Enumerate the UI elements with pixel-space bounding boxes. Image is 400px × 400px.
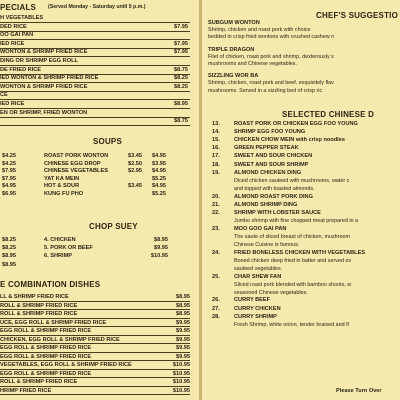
soup-bowl-price: $4.95 (152, 153, 166, 159)
dish-number: 20. (212, 193, 220, 200)
leader-line (0, 301, 190, 302)
special-item: DED RICE (0, 23, 27, 30)
leader-line (0, 335, 190, 336)
dish-number: 22. (212, 209, 220, 216)
dish-description: Fresh Shrimp, white onion, tender braised and fl (234, 321, 349, 328)
dish-number: 14. (212, 129, 220, 136)
dish-number: 23. (212, 225, 220, 232)
dish-number: 18. (212, 161, 220, 168)
special-item: DE FRIED RICE (0, 66, 42, 73)
combo-price: $8.95 (176, 311, 190, 317)
combo-item: EGG ROLL & SHRIMP FRIED RICE (0, 353, 92, 360)
chop-suey-title: CHOP SUEY (89, 222, 138, 231)
left-panel (0, 0, 196, 400)
soup-name: CHINESE VEGETABLES (44, 168, 108, 175)
combo-item: ROLL & SHRIMP FRIED RICE (0, 379, 78, 385)
left-price: $4.25 (2, 160, 16, 167)
dish-description: Sliced roast pork blended with bamboo shoots, w (234, 281, 352, 288)
special-price: $7.95 (174, 23, 188, 30)
chop-suey-price: $9.95 (154, 245, 168, 252)
chef-dish-description: Shrimp, chicken and roast pork with choice (208, 27, 311, 34)
soup-bowl-price: $5.25 (152, 175, 166, 182)
soup-name: HOT & SOUR (44, 183, 80, 190)
dish-description: Diced chicken sauteed with mushrooms, water c (234, 177, 350, 184)
special-price: $8.75 (174, 118, 188, 125)
soup-name: KUNG FU PHO (44, 191, 84, 197)
left-price: $8.95 (2, 253, 16, 260)
combo-price: $9.95 (176, 353, 190, 360)
leader-line (0, 394, 190, 395)
combo-price: $9.95 (176, 336, 190, 343)
specials-note: (Served Monday - Saturday until 5 p.m.) (48, 4, 146, 10)
chef-dish-description: mushrooms. Served in a sizzling bed of crisp ric (208, 87, 323, 94)
dish-number: 19. (212, 169, 220, 176)
dish-name: GREEN PEPPER STEAK (234, 145, 299, 152)
leader-line (0, 386, 190, 387)
leader-line (0, 125, 190, 126)
chef-dish-description: Shrimp, chicken, roast pork and beef, exquisitely flav (208, 80, 334, 87)
combo-price: $10.95 (172, 370, 190, 377)
special-price: $7.95 (174, 40, 188, 47)
soup-cup-price: $2.95 (128, 168, 142, 175)
page-fold (199, 0, 202, 400)
combo-item: ROLL & SHRIMP FRIED RICE (0, 302, 78, 309)
leader-line (0, 377, 190, 378)
dish-name: MOO GOO GAI PAN (234, 225, 287, 232)
soups-title: SOUPS (93, 137, 123, 146)
combo-price: $10.95 (172, 387, 190, 394)
combo-item: EGG ROLL & SHRIMP FRIED RICE (0, 345, 92, 351)
leader-line (0, 360, 190, 361)
special-price: $8.25 (174, 83, 188, 90)
dish-number: 27. (212, 305, 220, 312)
special-item: IED WONTON & SHRIMP FRIED RICE (0, 75, 99, 82)
special-price: $7.95 (174, 49, 188, 56)
dish-name: ALMOND CHICKEN DING (234, 169, 302, 176)
dish-description: The saute of sliced breast of chicken, mushroom (234, 233, 350, 240)
combo-price: $9.95 (176, 328, 190, 334)
dish-name: CHAR SHEW FAN (234, 273, 282, 280)
chef-dish-name: SUBGUM WONTON (208, 20, 260, 26)
dish-name: CURRY CHICKEN (234, 305, 281, 312)
combo-title: E COMBINATION DISHES (0, 280, 101, 289)
special-item: CE (0, 92, 8, 99)
leader-line (0, 326, 190, 327)
chop-suey-item: 4. CHICKEN (44, 237, 76, 243)
leader-line (0, 318, 190, 319)
leader-line (0, 91, 190, 92)
turn-over-note: Please Turn Over (336, 388, 382, 394)
left-price: $4.95 (2, 183, 16, 190)
dish-name: CHICKEN CHOW MEIN with crisp noodles (234, 137, 345, 144)
dish-number: 13. (212, 121, 220, 127)
special-item: EN OR SHRIMP, FRIED WONTON (0, 109, 88, 116)
left-price: $7.95 (2, 168, 16, 175)
dish-number: 28. (212, 313, 220, 320)
dish-description: Jumbo shrimp with fine chopped meat prepared in a (234, 217, 359, 224)
combo-price: $9.95 (176, 319, 190, 326)
chef-dish-description: Filet of chicken, roast pork and shrimp, dexterously s (208, 53, 334, 60)
chop-suey-item: 6. SHRIMP (44, 253, 72, 260)
dish-description: Boned chicken deep fried in batter and served ov (234, 257, 352, 264)
chef-dish-description: bedded in crisp fried wontons with crushed cashew n (208, 34, 335, 41)
leader-line (0, 369, 190, 370)
dish-description: sauteed vegetables. (234, 265, 283, 272)
leader-line (0, 343, 190, 344)
combo-price: $8.95 (176, 302, 190, 309)
combo-item: HRIMP FRIED RICE (0, 387, 52, 394)
combo-item: EGG ROLL & SHRIMP FRIED RICE (0, 328, 92, 334)
leader-line (0, 352, 190, 353)
combo-item: EGG ROLL & SHRIMP FRIED RICE (0, 370, 92, 377)
dish-name: SWEET AND SOUR SHRIMP (234, 161, 309, 168)
combo-item: VEGETABLES, EGG ROLL & SHRIMP FRIED RICE (0, 362, 132, 368)
soup-name: ROAST PORK WONTON (44, 153, 109, 159)
dish-name: CURRY SHRIMP (234, 313, 277, 320)
dish-number: 24. (212, 249, 220, 256)
special-item: DING OR SHRIMP EGG ROLL (0, 58, 78, 64)
soup-cup-price: $3.45 (128, 153, 142, 159)
special-item: IED RICE (0, 101, 25, 107)
soup-cup-price: $2.50 (128, 160, 142, 167)
leader-line (0, 309, 190, 310)
dish-name: ALMOND SHRIMP DING (234, 201, 298, 208)
left-price: $6.95 (2, 191, 16, 197)
combo-price: $10.95 (172, 379, 190, 385)
dish-number: 15. (212, 137, 220, 144)
special-item: OO GAI PAN (0, 32, 34, 39)
special-price: $8.25 (174, 75, 188, 82)
combo-price: $10.95 (172, 362, 190, 368)
dish-number: 25. (212, 273, 220, 280)
dish-name: CURRY BEEF (234, 297, 271, 304)
left-price: $8.25 (2, 237, 16, 243)
special-item: IED RICE (0, 40, 25, 47)
special-item: WONTON & SHRIMP FRIED RICE (0, 83, 88, 90)
dish-name: ROAST PORK OR CHICKEN EGG FOO YOUNG (234, 121, 358, 127)
soup-name: YAT KA MEIN (44, 175, 80, 182)
chef-dish-description: mushrooms and Chinese vegetables. (208, 61, 297, 67)
dish-name: SHRIMP WITH LOBSTER SAUCE (234, 209, 321, 216)
right-panel (204, 0, 400, 400)
special-price: $8.75 (174, 66, 188, 73)
combo-item: UCE, EGG ROLL & SHRIMP FRIED RICE (0, 319, 107, 326)
left-price: $8.25 (2, 245, 16, 252)
chef-dish-name: SIZZLING WOR BA (208, 73, 259, 80)
dish-description: seasoned Chinese vegetables. (234, 289, 308, 296)
chop-suey-item: 5. PORK OR BEEF (44, 245, 93, 252)
chop-suey-price: $10.95 (150, 253, 168, 260)
left-price: $4.25 (2, 153, 16, 159)
dish-number: 26. (212, 297, 220, 304)
combo-item: ROLL & SHRIMP FRIED RICE (0, 311, 78, 317)
specials-title: PECIALS (0, 3, 37, 12)
dish-name: ALMOND ROAST PORK DING (234, 193, 313, 200)
dish-number: 17. (212, 153, 220, 160)
dish-number: 21. (212, 201, 220, 208)
combo-item: CHICKEN, EGG ROLL & SHRIMP FRIED RICE (0, 336, 120, 343)
left-price: $8.95 (2, 261, 16, 268)
special-item: WONTON & SHRIMP FRIED RICE (0, 49, 88, 56)
combo-item: LL & SHRIMP FRIED RICE (0, 294, 69, 300)
soup-bowl-price: $4.95 (152, 183, 166, 190)
soup-name: CHINESE EGG DROP (44, 160, 101, 167)
chef-dish-name: TRIPLE DRAGON (208, 46, 255, 53)
chop-suey-price: $8.95 (154, 237, 168, 243)
dish-description: Chinese Cuisine is famous. (234, 241, 300, 248)
selected-title: SELECTED CHINESE D (282, 110, 375, 119)
dish-description: and topped with toasted almonds. (234, 185, 315, 192)
soup-bowl-price: $3.95 (152, 160, 166, 167)
chef-title: CHEF'S SUGGESTIO (316, 11, 399, 20)
combo-price: $9.95 (176, 345, 190, 351)
special-item: H VEGETABLES (0, 15, 44, 21)
dish-number: 16. (212, 145, 220, 152)
left-price: $7.95 (2, 175, 16, 182)
soup-bowl-price: $4.95 (152, 168, 166, 175)
combo-price: $8.95 (176, 294, 190, 300)
dish-name: SHRIMP EGG FOO YOUNG (234, 129, 306, 136)
soup-bowl-price: $5.25 (152, 191, 166, 197)
dish-name: SWEET AND SOUR CHICKEN (234, 153, 313, 160)
dish-name: FRIED BONELESS CHICKEN WITH VEGETABLES (234, 249, 366, 256)
special-price: $8.95 (174, 101, 188, 107)
soup-cup-price: $3.45 (128, 183, 142, 190)
